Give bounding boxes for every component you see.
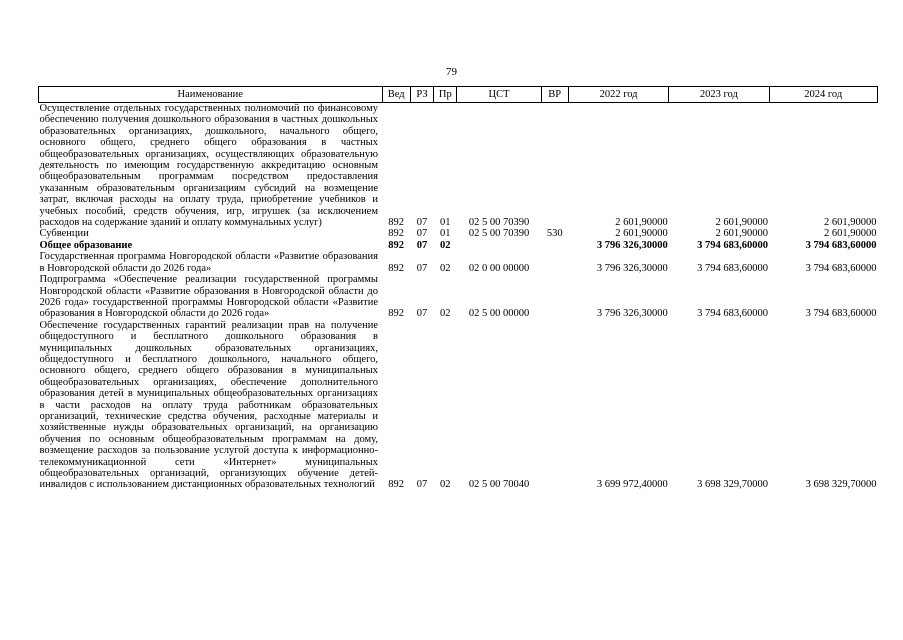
row-rz: 07 [416,239,428,251]
header-cst: ЦСТ [457,87,541,103]
row-vr [541,240,568,251]
row-pr: 02 [440,239,451,251]
row-ved: 892 [388,239,405,251]
row-name: Обеспечение государственных гарантий реализации прав на получение общедоступного и бесплатного дошкольного образования в муниципальных дошкольных образовательных организациях, общедоступного и бесплатного дошкольного, начального общего, основного общего, среднего общего образования в муниципальных общеобразовательных организациях, обеспечение дополнительного образования детей в муниципальных общеобразовательных организациях в части расходов на оплату труда работникам образовательных организаций, технические средства обучения, расходные материалы и хозяйственные нужды образовательных организаций, на организацию обучения по основным общеобразовательным программам на дому, возмещение расходов за пользование услугой доступа к информационно-телекоммуникационной сети «Интернет» муниципальных общеобразовательных организаций, организующих обучение детей-инвалидов с использованием дистанционных образовательных технологий [39,319,378,491]
row-ved: 892 [388,479,405,491]
row-2022: 3 796 326,30000 [596,262,668,274]
row-rz: 07 [416,262,428,274]
header-2024: 2024 год [769,87,877,103]
row-name: Осуществление отдельных государственных полномочий по финансовому обеспечению получения дошкольного образования в частных дошкольных образовательных организациях, дошкольного, начального общего, основного общего, среднего общего образования в частных общеобразовательных организациях, осуществляющих образовательную деятельность по имеющим государственную аккредитацию основным общеобразовательным программам посредством предоставления указанным образовательным организациям субсидий на возмещение затрат, включая расходы на оплату труда, приобретение учебников и учебных пособий, средств обучения, игр, игрушек (за исключением расходов на содержание зданий и оплату коммунальных услуг) [39,103,378,229]
row-2022: 3 699 972,40000 [596,479,668,491]
row-pr: 01 [440,228,451,240]
row-vr: 530 [546,228,563,240]
row-name: Субвенции [39,228,89,240]
header-rz: РЗ [410,87,433,103]
header-pr: Пр [434,87,457,103]
row-2024: 3 698 329,70000 [805,479,877,491]
row-2022: 2 601,90000 [615,228,668,240]
row-pr: 02 [440,479,451,491]
row-name: Общее образование [39,239,133,251]
row-vr [541,320,568,491]
table-row [39,320,878,491]
table-header-row [39,87,878,103]
row-pr: 01 [440,217,451,229]
row-2024: 3 794 683,60000 [805,262,877,274]
row-2024: 2 601,90000 [824,217,877,229]
row-pr: 02 [440,308,451,320]
row-cst: 02 5 00 70040 [468,479,530,491]
row-vr [541,274,568,320]
row-ved: 892 [388,308,405,320]
row-2024: 3 794 683,60000 [805,239,877,251]
budget-table [38,86,878,491]
row-2022: 3 796 326,30000 [596,308,668,320]
page-number: 79 [446,66,457,78]
row-rz: 07 [416,217,428,229]
row-2023: 3 794 683,60000 [697,262,769,274]
row-2024: 2 601,90000 [824,228,877,240]
row-name: Подпрограмма «Обеспечение реализации государственной программы Новгородской области «Развитие образования в Новгородской области до 2026 года» государственной программы Новгородской области «Развитие образования в Новгородской области до 2026 года» [39,274,378,320]
table-row [39,274,878,320]
row-2023: 3 794 683,60000 [697,308,769,320]
header-2023: 2023 год [669,87,769,103]
table-row [39,228,878,239]
row-2023: 3 698 329,70000 [697,479,769,491]
header-vr: ВР [541,87,568,103]
row-cst: 02 5 00 00000 [468,308,530,320]
table-row [39,240,878,251]
table-row [39,103,878,229]
row-2023: 2 601,90000 [715,228,769,240]
row-2022: 2 601,90000 [615,217,668,229]
row-pr: 02 [440,262,451,274]
row-cst: 02 0 00 00000 [468,262,530,274]
row-rz: 07 [416,228,428,240]
header-name: Наименование [39,87,383,103]
row-cst [457,240,541,251]
row-vr [541,103,568,229]
row-ved: 892 [388,262,405,274]
row-rz: 07 [416,308,428,320]
table-row [39,251,878,274]
row-cst: 02 5 00 70390 [468,228,530,240]
row-2024: 3 794 683,60000 [805,308,877,320]
row-2023: 3 794 683,60000 [697,239,769,251]
header-ved: Вед [382,87,410,103]
row-2022: 3 796 326,30000 [596,239,668,251]
row-ved: 892 [388,217,405,229]
row-2023: 2 601,90000 [715,217,769,229]
row-ved: 892 [388,228,405,240]
row-vr [541,251,568,274]
row-name: Государственная программа Новгородской области «Развитие образования в Новгородской области до 2026 года» [39,251,378,274]
row-rz: 07 [416,479,428,491]
header-2022: 2022 год [568,87,668,103]
row-cst: 02 5 00 70390 [468,217,530,229]
